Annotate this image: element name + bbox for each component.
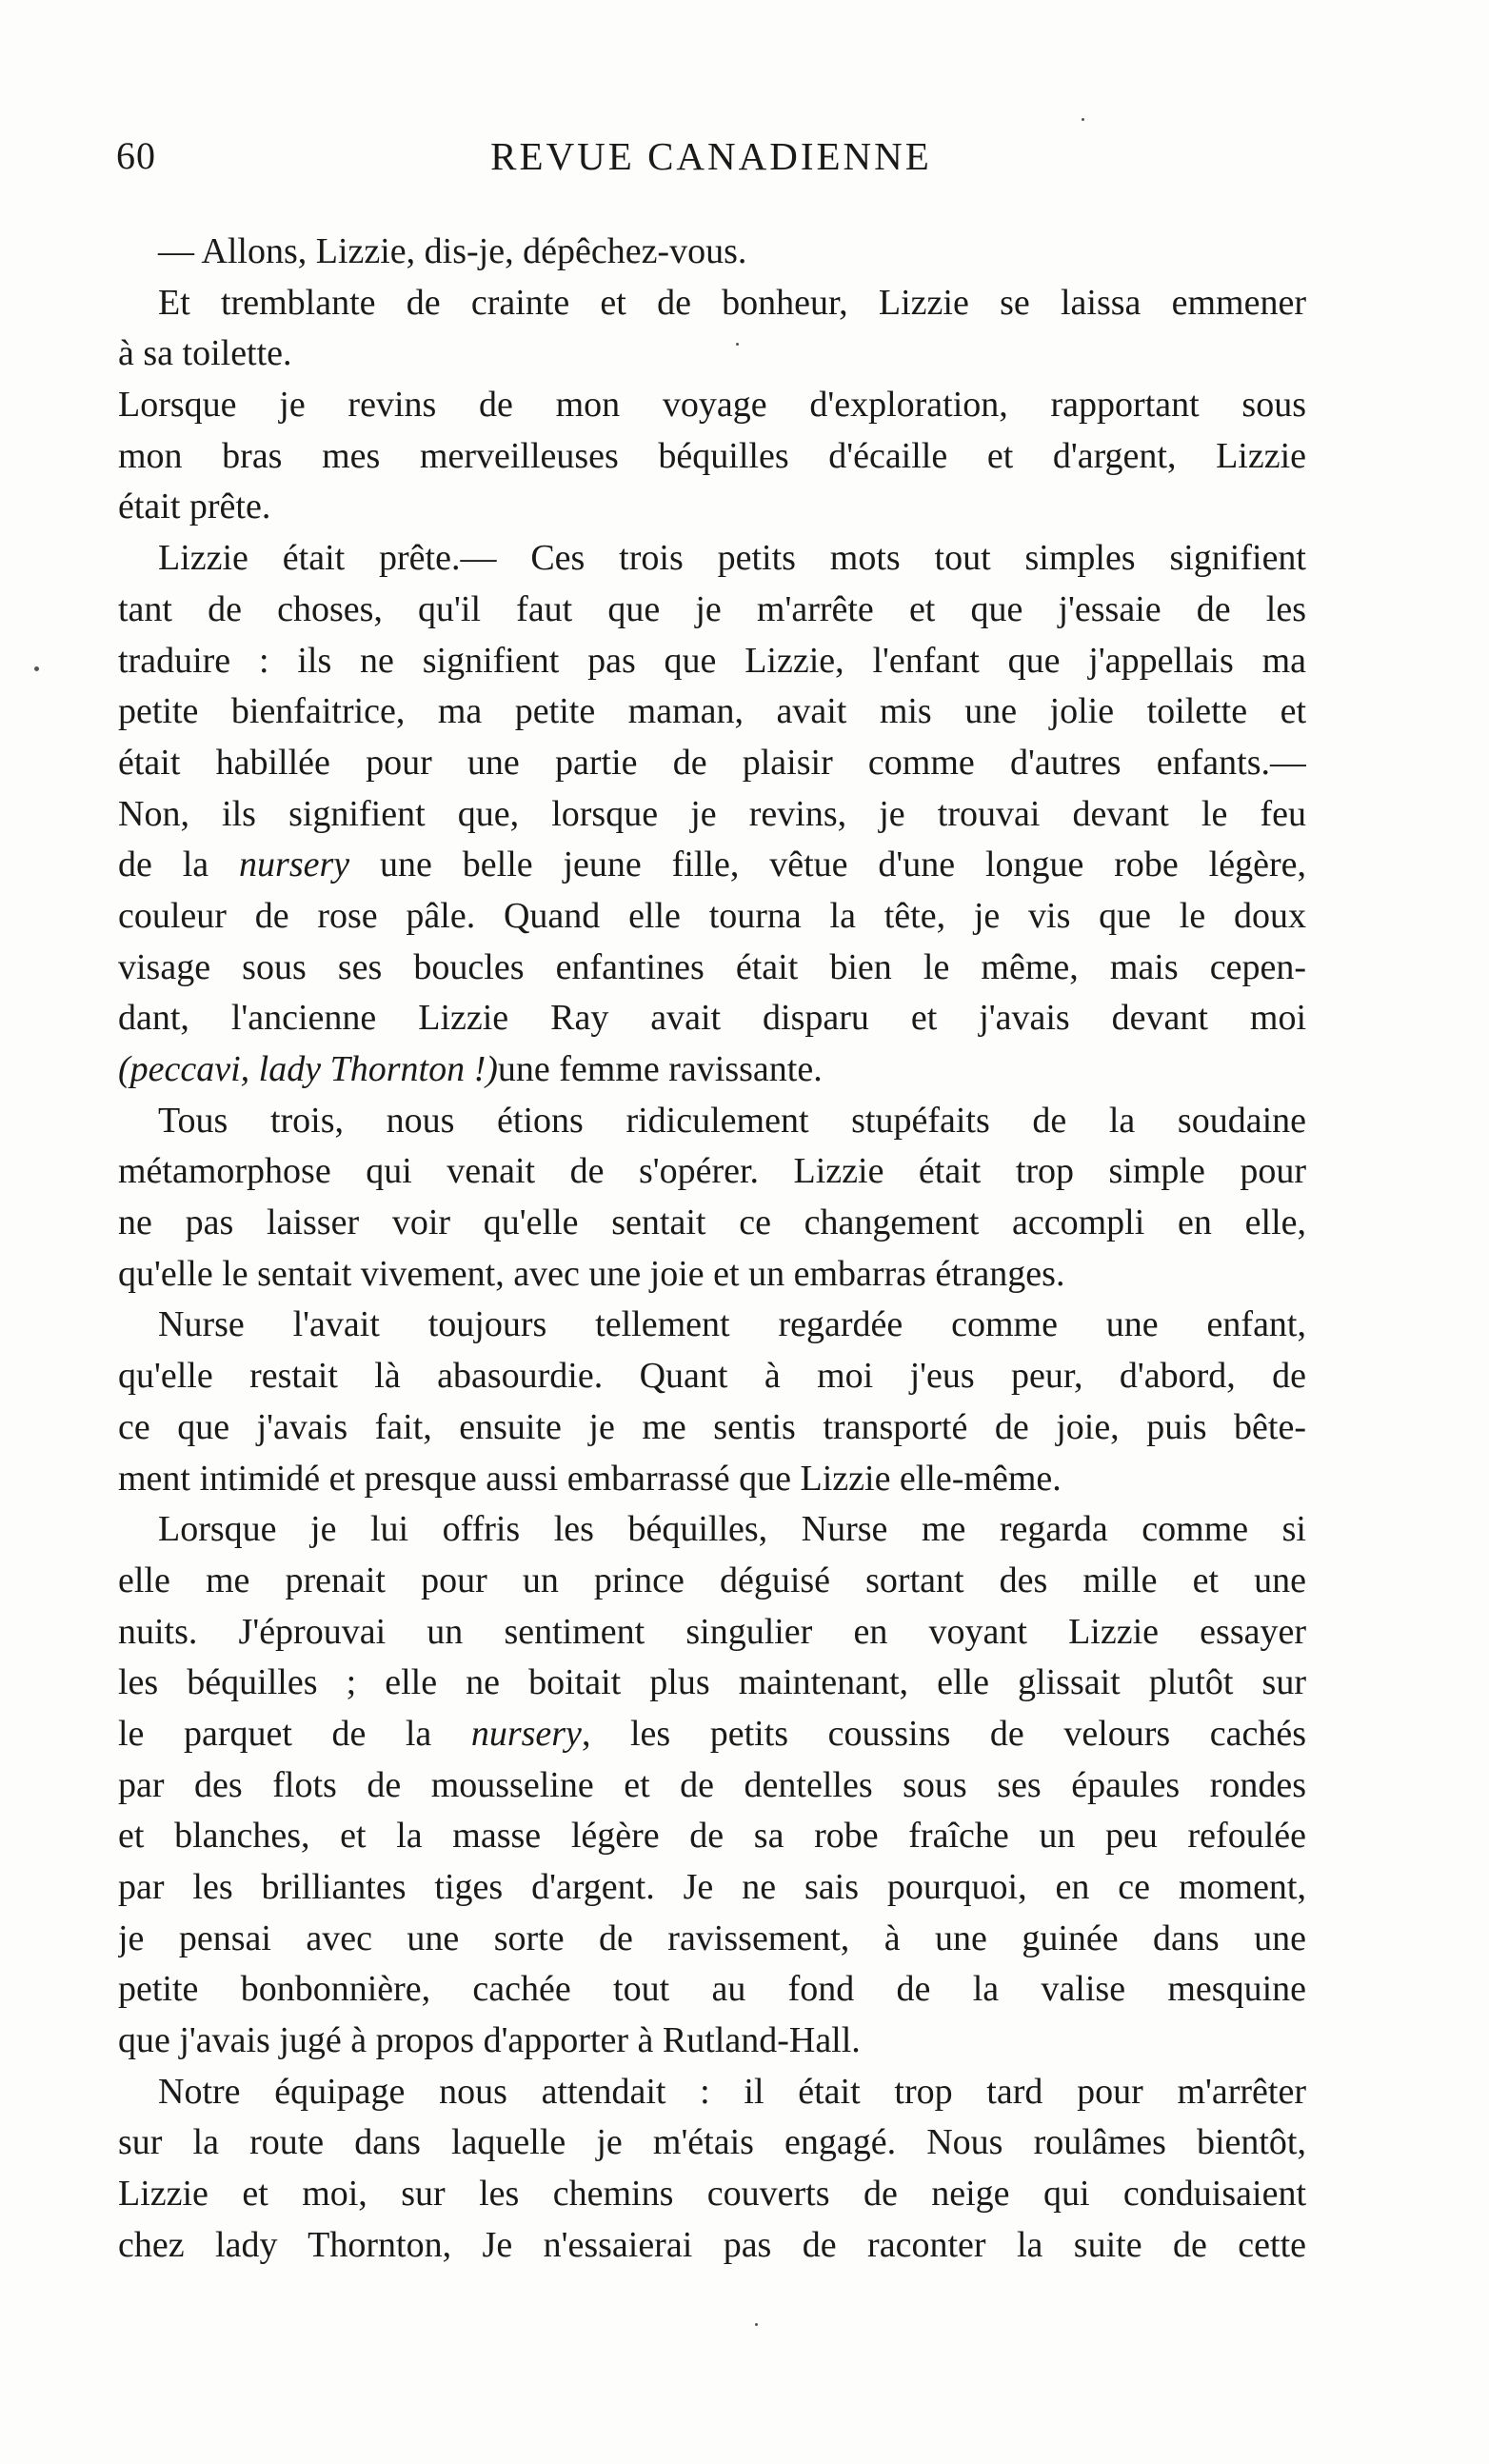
- text-line: les béquilles ; elle ne boitait plus maintenant, elle glissait plutôt sur: [118, 1662, 1306, 1703]
- text-line: chez lady Thornton, Je n'essaierai pas de raconter la suite de cette: [118, 2224, 1306, 2265]
- text-line: nuits. J'éprouvai un sentiment singulier en voyant Lizzie essayer: [118, 1611, 1306, 1652]
- text-line: tant de choses, qu'il faut que je m'arrête et que j'essaie de les: [118, 588, 1306, 629]
- text-line: Non, ils signifient que, lorsque je revins, je trouvai devant le feu: [118, 793, 1306, 834]
- text-line: Lorsque je lui offris les béquilles, Nurse me regarda comme si: [158, 1509, 1306, 1550]
- scan-speck: [736, 343, 739, 346]
- text-line: traduire : ils ne signifient pas que Lizzie, l'enfant que j'appellais ma: [118, 640, 1306, 681]
- text-line: je pensai avec une sorte de ravissement, à une guinée dans une: [118, 1918, 1306, 1958]
- text-line: mon bras mes merveilleuses béquilles d'écaille et d'argent, Lizzie: [118, 435, 1306, 476]
- text-line: qu'elle le sentait vivement, avec une joie et un embarras étranges.: [118, 1253, 1065, 1294]
- text-line: de la nursery une belle jeune fille, vêtue d'une longue robe légère,: [118, 845, 1306, 885]
- text-line: Et tremblante de crainte et de bonheur, Lizzie se laissa emmener: [158, 282, 1306, 323]
- text-line: (peccavi, lady Thornton !)une femme ravissante.: [118, 1049, 823, 1089]
- text-line: était prête.: [118, 487, 271, 527]
- body-text: [118, 227, 1306, 2272]
- text-line: le parquet de la nursery, les petits coussins de velours cachés: [118, 1713, 1306, 1754]
- text-line: Tous trois, nous étions ridiculement stupéfaits de la soudaine: [158, 1100, 1306, 1141]
- running-head: REVUE CANADIENNE: [490, 134, 932, 178]
- text-line: était habillée pour une partie de plaisir comme d'autres enfants.—: [118, 742, 1306, 783]
- text-line: et blanches, et la masse légère de sa robe fraîche un peu refoulée: [118, 1816, 1306, 1857]
- text-line: Lorsque je revins de mon voyage d'exploration, rapportant sous: [118, 385, 1306, 426]
- text-line: ne pas laisser voir qu'elle sentait ce changement accompli en elle,: [118, 1202, 1306, 1243]
- scan-speck: [755, 2323, 758, 2326]
- text-line: ce que j'avais fait, ensuite je me sentis transporté de joie, puis bête-: [118, 1406, 1306, 1447]
- text-line: Notre équipage nous attendait : il était trop tard pour m'arrêter: [158, 2071, 1306, 2112]
- text-line: petite bienfaitrice, ma petite maman, avait mis une jolie toilette et: [118, 691, 1306, 732]
- text-line: que j'avais jugé à propos d'apporter à Rutland-Hall.: [118, 2020, 861, 2061]
- text-line: — Allons, Lizzie, dis-je, dépêchez-vous.: [158, 231, 747, 271]
- page-number: 60: [116, 134, 156, 177]
- text-line: dant, l'ancienne Lizzie Ray avait disparu et j'avais devant moi: [118, 998, 1306, 1039]
- text-line: à sa toilette.: [118, 333, 292, 374]
- text-line: par des flots de mousseline et de dentelles sous ses épaules rondes: [118, 1764, 1306, 1805]
- text-line: petite bonbonnière, cachée tout au fond de la valise mesquine: [118, 1969, 1306, 2010]
- page-header: [116, 133, 1306, 190]
- text-line: Lizzie et moi, sur les chemins couverts de neige qui conduisaient: [118, 2174, 1306, 2215]
- text-line: sur la route dans laquelle je m'étais engagé. Nous roulâmes bientôt,: [118, 2122, 1306, 2163]
- text-line: métamorphose qui venait de s'opérer. Lizzie était trop simple pour: [118, 1151, 1306, 1192]
- text-line: visage sous ses boucles enfantines était bien le même, mais cepen-: [118, 946, 1306, 987]
- scan-speck: [1082, 118, 1084, 121]
- text-line: couleur de rose pâle. Quand elle tourna la tête, je vis que le doux: [118, 895, 1306, 936]
- scan-speck: [34, 666, 39, 671]
- text-line: elle me prenait pour un prince déguisé sortant des mille et une: [118, 1560, 1306, 1600]
- text-line: Nurse l'avait toujours tellement regardée comme une enfant,: [158, 1304, 1306, 1345]
- text-line: par les brilliantes tiges d'argent. Je ne sais pourquoi, en ce moment,: [118, 1867, 1306, 1907]
- text-line: Lizzie était prête.— Ces trois petits mots tout simples signifient: [158, 538, 1306, 579]
- text-line: ment intimidé et presque aussi embarrassé que Lizzie elle-même.: [118, 1458, 1062, 1499]
- text-line: qu'elle restait là abasourdie. Quant à moi j'eus peur, d'abord, de: [118, 1356, 1306, 1397]
